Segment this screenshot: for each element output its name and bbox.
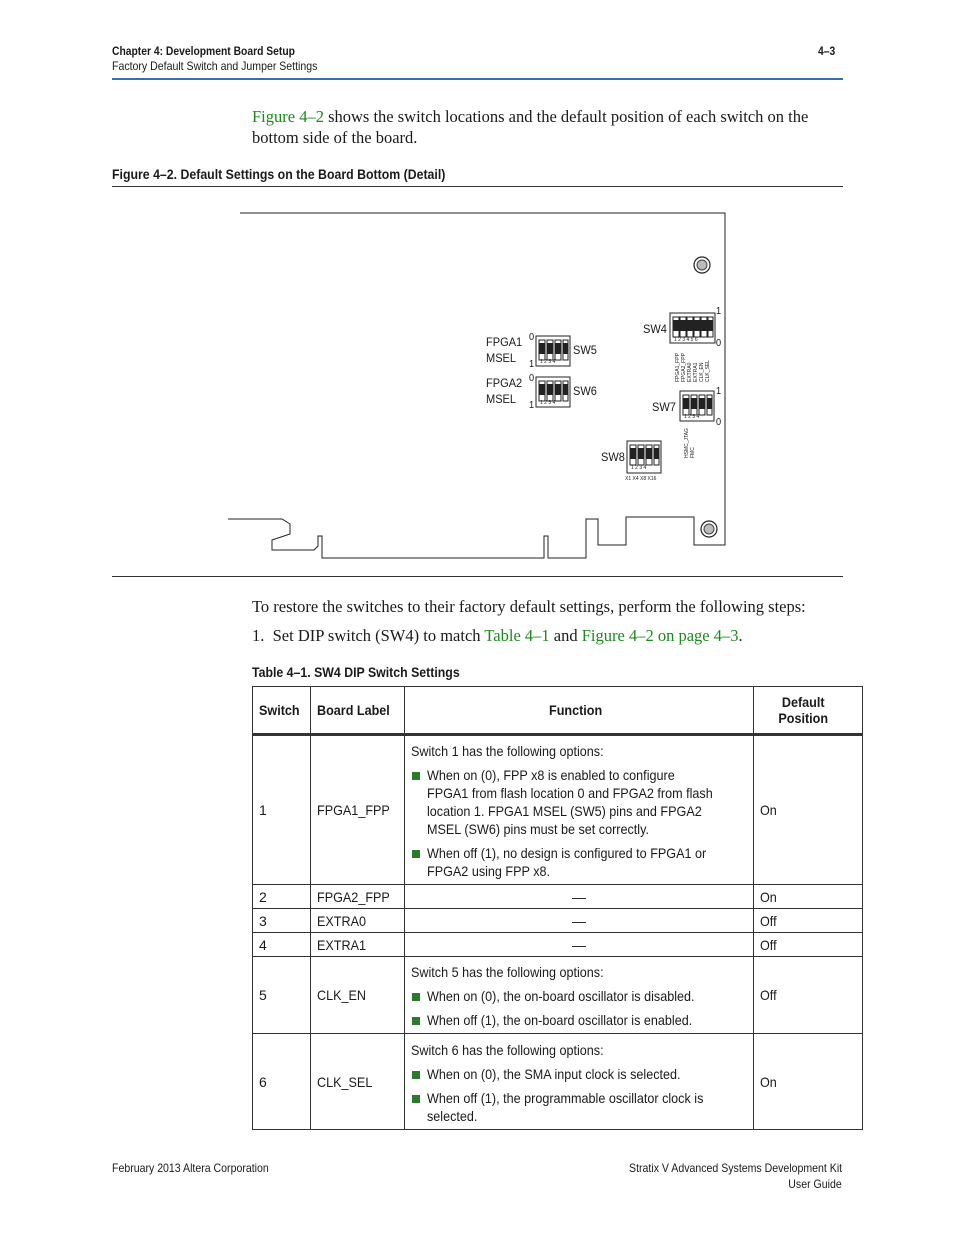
- footer-document-title: Stratix V Advanced Systems Development Kit: [628, 1161, 842, 1175]
- sw6-zero-label: 0: [529, 373, 535, 384]
- list-item: When off (1), the programmable oscillator clock is selected.: [411, 1089, 747, 1125]
- step-number: 1.: [252, 626, 265, 645]
- column-header: Switch: [253, 687, 311, 735]
- sw6-one-label: 1: [529, 400, 535, 411]
- sw4-one-label: 1: [716, 306, 722, 317]
- sw5-zero-label: 0: [529, 332, 535, 343]
- sw5-label: SW5: [573, 343, 597, 357]
- msel-label: MSEL: [486, 351, 517, 365]
- table-caption: Table 4–1. SW4 DIP Switch Settings: [252, 664, 460, 680]
- sw6-numbers: 1 2 3 4: [540, 400, 556, 406]
- fpga2-label: FPGA2: [486, 376, 523, 390]
- table-row: 1 FPGA1_FPP Switch 1 has the following options: When on (0), FPP x8 is enabled to configure FPGA1 from flash location 0 and FPGA2 from flash location 1. FPGA1 MSEL (SW5) pins and FPGA2 MSEL (SW6) pins must be set correctly. When off (1), no design is configured to FPGA1 or FPGA2 using FPP x8. On: [253, 735, 863, 885]
- table-link[interactable]: Table 4–1: [484, 626, 550, 645]
- restore-step-1: 1. Set DIP switch (SW4) to match Table 4–1 and Figure 4–2 on page 4–3.: [252, 626, 743, 645]
- figure-page-link[interactable]: Figure 4–2 on page 4–3: [581, 626, 739, 645]
- table-header-row: [253, 687, 863, 735]
- sw6-label: SW6: [573, 384, 597, 398]
- sw4-settings-table: [252, 686, 863, 1130]
- sw4-zero-label: 0: [716, 338, 722, 349]
- mounting-hole-icon: [694, 257, 710, 273]
- column-header: Board Label: [311, 687, 405, 735]
- sw7-one-label: 1: [716, 386, 722, 397]
- sw4-side-labels: FPGA1_FPP FPGA2_FPP EXTRA0 EXTRA1 CLK_EN CLK_SEL: [675, 353, 711, 382]
- sw8-numbers: 1 2 3 4: [631, 465, 647, 471]
- intro-text: shows the switch locations and the default position of each switch on the bottom side of the board.: [252, 107, 809, 147]
- sw7-zero-label: 0: [716, 417, 722, 428]
- list-item: When on (0), the SMA input clock is selected.: [411, 1065, 747, 1083]
- mounting-hole-icon: [701, 521, 717, 537]
- sw7-label: SW7: [652, 400, 676, 414]
- list-item: When on (0), FPP x8 is enabled to configure FPGA1 from flash location 0 and FPGA2 from flash location 1. FPGA1 MSEL (SW5) pins and FPGA2 MSEL (SW6) pins must be set correctly.: [411, 766, 747, 838]
- page-number: 4–3: [818, 44, 836, 58]
- footer-guide-label: User Guide: [788, 1177, 842, 1191]
- sw7-side-labels: HSMC_JTAG FMC: [684, 428, 696, 458]
- fpga1-label: FPGA1: [486, 335, 523, 349]
- column-header: Function: [405, 687, 754, 735]
- section-title: Factory Default Switch and Jumper Settings: [112, 59, 318, 73]
- table-row: 6 CLK_SEL Switch 6 has the following options: When on (0), the SMA input clock is selected. When off (1), the programmable oscillator clock is selected. On: [253, 1034, 863, 1130]
- msel-label: MSEL: [486, 392, 517, 406]
- table-row: 2 FPGA2_FPP — On: [253, 885, 863, 909]
- chapter-title: Chapter 4: Development Board Setup: [112, 44, 295, 58]
- sw7-numbers: 1 2 3 4: [684, 414, 700, 420]
- step-text: Set DIP switch (SW4) to match: [272, 626, 485, 645]
- list-item: When off (1), no design is configured to FPGA1 or FPGA2 using FPP x8.: [411, 844, 747, 880]
- sw8-label: SW8: [601, 450, 625, 464]
- sw5-numbers: 1 2 3 4: [540, 359, 556, 365]
- table-row: 4 EXTRA1 — Off: [253, 933, 863, 957]
- sw4-label: SW4: [643, 322, 667, 336]
- sw8-bottom-labels: X1 X4 X8 X16: [625, 476, 657, 482]
- list-item: When on (0), the on-board oscillator is disabled.: [411, 987, 747, 1005]
- table-row: 5 CLK_EN Switch 5 has the following options: When on (0), the on-board oscillator is disabled. When off (1), the on-board oscillator is enabled. Off: [253, 957, 863, 1034]
- figure-caption: Figure 4–2. Default Settings on the Board Bottom (Detail): [112, 166, 446, 182]
- figure-bottom-rule: [112, 576, 843, 577]
- sw5-one-label: 1: [529, 359, 535, 370]
- sw4-numbers: 1 2 3 4 5 6: [674, 337, 698, 343]
- table-row: 3 EXTRA0 — Off: [253, 909, 863, 933]
- figure-link[interactable]: Figure 4–2: [252, 107, 324, 126]
- board-outline: [228, 213, 725, 558]
- footer-date-company: February 2013 Altera Corporation: [112, 1161, 269, 1175]
- board-detail-figure: [0, 0, 954, 600]
- column-header: Default Position: [754, 687, 863, 735]
- list-item: When off (1), the on-board oscillator is enabled.: [411, 1011, 747, 1029]
- restore-paragraph: To restore the switches to their factory default settings, perform the following steps:: [252, 597, 806, 616]
